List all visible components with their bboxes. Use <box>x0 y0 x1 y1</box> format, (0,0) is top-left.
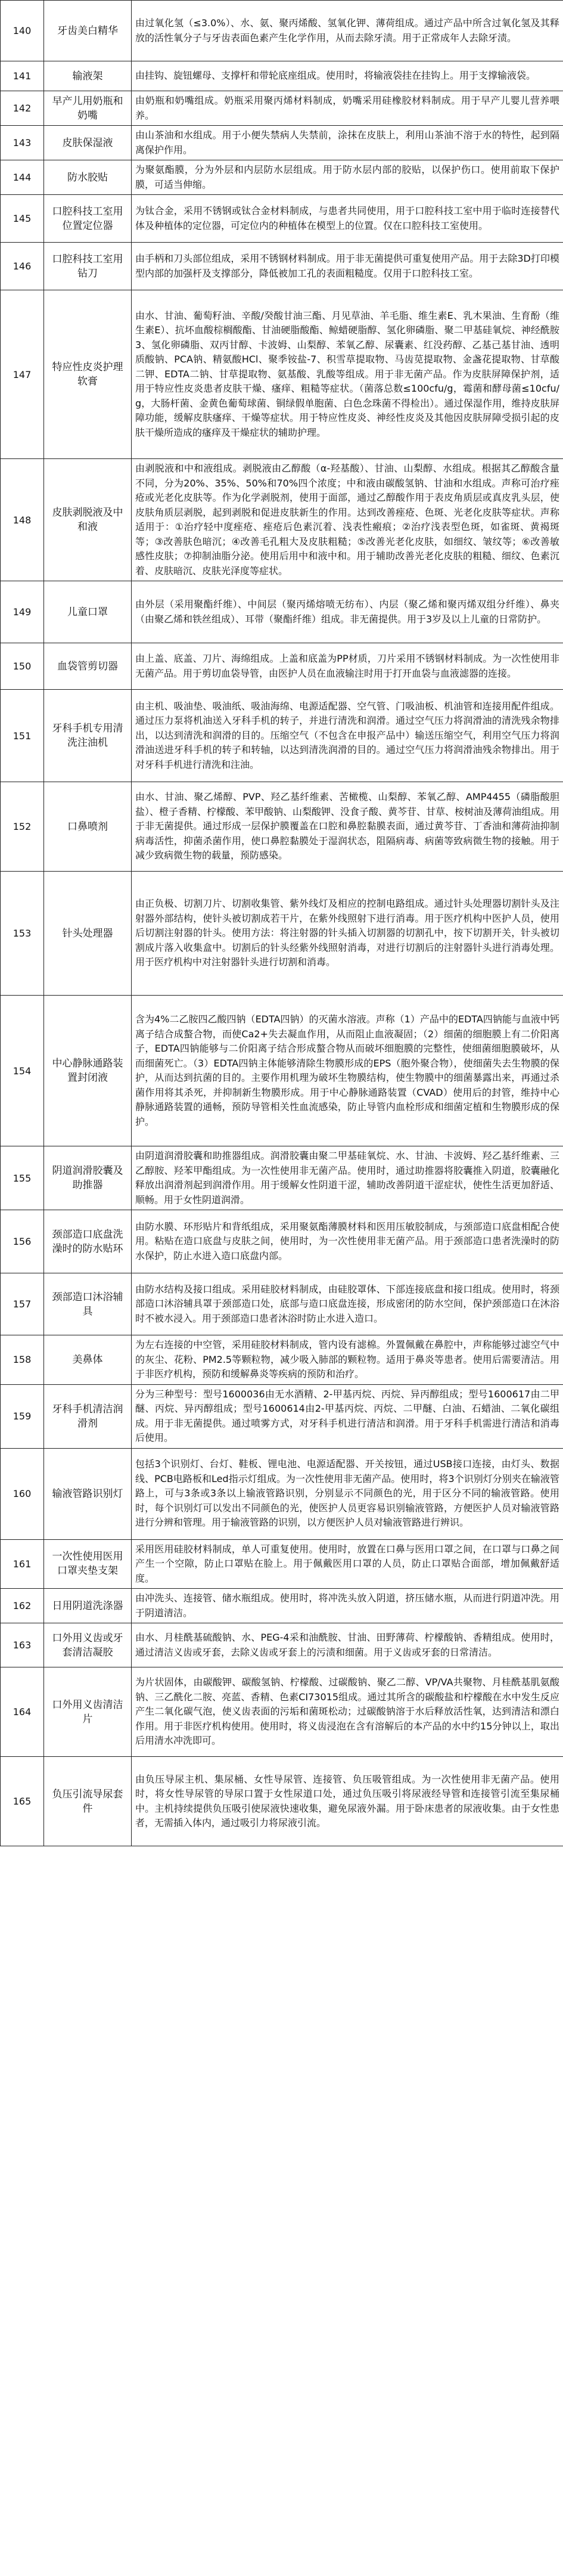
row-number: 161 <box>1 1539 44 1589</box>
table-row <box>1 643 563 690</box>
table-row <box>1 243 563 290</box>
product-description: 由负压导尿主机、集尿桶、女性导尿管、连接管、负压吸管组成。为一次性使用非无菌产品。使用时，将女性导尿管的导尿口置于女性尿道口处，通过负压吸引将尿液经导管和连接管引流至集尿桶中。主机持续提供负压吸引使尿液快速收集，避免尿液外漏。用于卧床患者的尿液收集。由于女性患者，无需插入体内，通过吸引力将尿液引流。 <box>132 1757 563 1846</box>
product-name: 颈部造口底盘洗澡时的防水贴环 <box>44 1210 132 1273</box>
product-description: 由防水膜、环形贴片和背纸组成，采用聚氨酯薄膜材料和医用压敏胶制成，与颈部造口底盘相配合使用。粘贴在造口底盘与皮肤之间，使用时，为一次性使用非无菌产品。用于颈部造口患者洗澡时的防水保护，防止水进入造口底盘内部。 <box>132 1210 563 1273</box>
table-row <box>1 1335 563 1385</box>
row-number: 141 <box>1 61 44 91</box>
row-number: 153 <box>1 872 44 996</box>
product-description: 分为三种型号：型号1600036由无水酒精、2-甲基丙烷、丙烷、异丙醇组成；型号1600617由二甲醚、丙烷、异丙醇组成；型号1600614由2-甲基丙烷、丙烷、二甲醚、白油、石蜡油、二氧化碳组成。用于非无菌提供。通过喷雾方式，对牙科手机进行清洁和润滑。用于牙科手机需进行清洁和消毒后使用。 <box>132 1384 563 1448</box>
row-number: 146 <box>1 243 44 290</box>
row-number: 158 <box>1 1335 44 1385</box>
product-name: 口腔科技工室用位置定位器 <box>44 195 132 243</box>
table-row <box>1 1 563 61</box>
product-description: 由防水结构及接口组成。采用硅胶材料制成，由硅胶罩体、下部连接底盘和接口组成。使用时，将颈部造口沐浴辅具罩于颈部造口处，底部与造口底盘连接，形成密闭的防水空间，保护颈部造口在沐浴时不被水浸入。用于颈部造口患者沐浴时防止水进入造口。 <box>132 1273 563 1335</box>
table-row <box>1 782 563 872</box>
product-name: 美鼻体 <box>44 1335 132 1385</box>
row-number: 151 <box>1 690 44 782</box>
product-description: 含为4%二乙胺四乙酸四钠（EDTA四钠）的灭菌水溶液。声称（1）产品中的EDTA四钠能与血液中钙离子结合成螯合物，而使Ca2+失去凝血作用，从而阻止血液凝固；（2）细菌的细胞膜上有二价阳离子，EDTA四钠能够与二价阳离子结合形成螯合物从而破坏细胞膜的完整性，使细菌细胞膜破坏，从而细菌死亡。（3）EDTA四钠主体能够清除生物膜形成的EPS（胞外聚合物），使细菌失去生物膜的保护，从而达到抗菌的目的。主要作用机理为破坏生物膜结构，使生物膜中的细菌暴露出来，再通过杀菌作用将其杀死，并抑制新生物膜形成。用于中心静脉通路装置（CVAD）使用后的封管，维持中心静脉通路装置的通畅，预防导管相关性血流感染，防止导管内血栓形成和细菌定植和生物膜形成的保护。 <box>132 996 563 1146</box>
row-number: 160 <box>1 1448 44 1539</box>
table-row <box>1 690 563 782</box>
product-description: 由水、甘油、聚乙烯醇、PVP、羟乙基纤维素、苦橄榄、山梨醇、苯氧乙醇、AMP4455（磷脂酸胆盐）、橙子香精、柠檬酸、苯甲酸钠、山梨酸钾、没食子酸、黄芩苷、甘草、桉树油及薄荷油组成。用于非无菌提供。通过形成一层保护膜覆盖在口腔和鼻腔黏膜表面，通过黄芩苷、丁香油和薄荷油抑制病毒活性，抑菌杀菌作用，使口鼻腔黏膜处于湿润状态，阻隔病毒、病菌等致病微生物的接触。用于减少致病微生物的载量，预防感染。 <box>132 782 563 872</box>
row-number: 164 <box>1 1667 44 1757</box>
product-name: 一次性使用医用口罩夹垫支架 <box>44 1539 132 1589</box>
table-row <box>1 1448 563 1539</box>
product-name: 口外用义齿清洁片 <box>44 1667 132 1757</box>
product-name: 中心静脉通路装置封闭液 <box>44 996 132 1146</box>
row-number: 162 <box>1 1589 44 1623</box>
product-description: 由冲洗头、连接管、储水瓶组成。使用时，将冲洗头放入阴道，挤压储水瓶，从而进行阴道冲洗。用于阴道清洁。 <box>132 1589 563 1623</box>
row-number: 152 <box>1 782 44 872</box>
row-number: 147 <box>1 290 44 459</box>
product-name: 阴道润滑胶囊及助推器 <box>44 1146 132 1210</box>
row-number: 163 <box>1 1623 44 1667</box>
row-number: 145 <box>1 195 44 243</box>
product-name: 口外用义齿或牙套清洁凝胶 <box>44 1623 132 1667</box>
product-description: 由上盖、底盖、刀片、海绵组成。上盖和底盖为PP材质，刀片采用不锈钢材料制成。为一次性使用非无菌产品。用于剪切血袋导管，由医护人员在血液输注时用于打开血袋与血液滤器的连接。 <box>132 643 563 690</box>
row-number: 140 <box>1 1 44 61</box>
product-name: 早产儿用奶瓶和奶嘴 <box>44 91 132 126</box>
product-name: 颈部造口沐浴辅具 <box>44 1273 132 1335</box>
table-row <box>1 126 563 160</box>
table-row <box>1 1146 563 1210</box>
row-number: 155 <box>1 1146 44 1210</box>
product-description: 由主机、吸油垫、吸油纸、吸油海绵、电源适配器、空气管、门吸油板、机油管和连接用配件组成。通过压力泵将机油送入牙科手机的转子，并进行清洗和润滑。通过空气压力将润滑油的清洗残余物排出，以达到清洗和润滑的目的。压缩空气（不包含在申报产品中）输送压缩空气，利用空气压力将润滑油送进牙科手机的转子和转轴，以达到清洗润滑的目的。通过空气压力将润滑油残余物排出。用于对牙科手机进行清洗和注油。 <box>132 690 563 782</box>
table-row <box>1 1384 563 1448</box>
table-row <box>1 996 563 1146</box>
table-row <box>1 872 563 996</box>
row-number: 157 <box>1 1273 44 1335</box>
table-row <box>1 290 563 459</box>
table-row <box>1 1667 563 1757</box>
product-name: 日用阴道洗涤器 <box>44 1589 132 1623</box>
product-name: 牙科手机专用清洗注油机 <box>44 690 132 782</box>
product-description: 由山茶油和水组成。用于小便失禁病人失禁前，涂抹在皮肤上，利用山茶油不溶于水的特性，起到隔离保护作用。 <box>132 126 563 160</box>
product-description: 由奶瓶和奶嘴组成。奶瓶采用聚丙烯材料制成，奶嘴采用硅橡胶材料制成。用于早产儿婴儿营养喂养。 <box>132 91 563 126</box>
row-number: 148 <box>1 459 44 581</box>
product-name: 输液管路识别灯 <box>44 1448 132 1539</box>
product-name: 皮肤保湿液 <box>44 126 132 160</box>
row-number: 142 <box>1 91 44 126</box>
table-row <box>1 1757 563 1846</box>
product-name: 防水胶贴 <box>44 160 132 195</box>
product-description: 由剥脱液和中和液组成。剥脱液由乙醇酸（α-羟基酸）、甘油、山梨醇、水组成。根据其乙醇酸含量不同，分为20%、35%、50%和70%四个浓度；中和液由碳酸氢钠、甘油和水组成。声称可治疗痤疮或光老化皮肤等。作为化学剥脱剂，使用于面部，通过乙醇酸作用于表皮角质层或真皮乳头层，使皮肤角质层剥脱，起到剥脱和促进皮肤新生的作用。达到改善痤疮、色斑、光老化皮肤等症状。声称适用于：①治疗轻中度痤疮、痤疮后色素沉着、浅表性瘢痕；②治疗浅表型色斑，如雀斑、黄褐斑等；③改善肤色暗沉；④改善毛孔粗大及皮肤粗糙；⑤改善光老化皮肤，如细纹、皱纹等；⑥改善敏感性皮肤；⑦抑制油脂分泌。使用后用中和液中和。用于辅助改善光老化皮肤的粗糙、细纹、色素沉着、皮肤暗沉、皮肤光泽度等症状。 <box>132 459 563 581</box>
product-name: 特应性皮炎护理软膏 <box>44 290 132 459</box>
product-name: 儿童口罩 <box>44 581 132 643</box>
product-description: 为钛合金，采用不锈钢或钛合金材料制成，与患者共同使用，用于口腔科技工室中用于临时连接替代体及种植体的定位器，可定位内的种植体在模型上的位置。仅在口腔科技工室使用。 <box>132 195 563 243</box>
product-description: 为左右连接的中空管，采用硅胶材料制成，管内设有滤棉。外置佩戴在鼻腔中，声称能够过滤空气中的灰尘、花粉、PM2.5等颗粒物，减少吸入肺部的颗粒物。适用于鼻炎等患者。使用后需要清洁。用于非医疗机构，预防和缓解鼻炎等疾病的预防和治疗。 <box>132 1335 563 1385</box>
product-description: 由挂钩、旋钮螺母、支撑杆和带轮底座组成。使用时，将输液袋挂在挂钩上。用于支撑输液袋。 <box>132 61 563 91</box>
row-number: 149 <box>1 581 44 643</box>
table-row <box>1 61 563 91</box>
row-number: 144 <box>1 160 44 195</box>
product-table-body <box>1 1 563 1846</box>
product-name: 牙科手机清洁润滑剂 <box>44 1384 132 1448</box>
product-description: 由阴道润滑胶囊和助推器组成。润滑胶囊由聚二甲基硅氧烷、水、甘油、卡波姆、羟乙基纤维素、三乙醇胺、羟苯甲酯组成。为一次性使用非无菌产品。使用时，通过助推器将胶囊推入阴道，胶囊融化释放出润滑剂起到润滑作用。用于缓解女性阴道干涩，辅助改善阴道干涩症状，使性生活更加舒适、顺畅。用于女性阴道润滑。 <box>132 1146 563 1210</box>
product-description: 由手柄和刀头部位组成，采用不锈钢材料制成。用于非无菌提供可重复使用产品。用于去除3D打印模型内部的加强杆及支撑部分，降低被加工孔的表面粗糙度。仅用于口腔科技工室。 <box>132 243 563 290</box>
product-description: 包括3个识别灯、台灯、鞋板、锂电池、电源适配器、开关按钮，通过USB接口连接，由灯头、数据线、PCB电路板和Led指示灯组成。为一次性使用非无菌产品。使用时，将3个识别灯分别夹在输液管路上，可与3条或3条以上输液管路识别，分别显示不同颜色的光，用于区分不同的输液管路。使用时，每个识别灯可以发出不同颜色的光，使医护人员更容易识别输液管路，方便医护人员对输液管路进行分辨和管理。用于输液管路的识别，以方便医护人员对输液管路进行辨识。 <box>132 1448 563 1539</box>
product-name: 负压引流导尿套件 <box>44 1757 132 1846</box>
row-number: 143 <box>1 126 44 160</box>
product-description: 由水、甘油、葡萄籽油、辛酸/癸酸甘油三酯、月见草油、羊毛脂、维生素E、乳木果油、生育酚（维生素E）、抗坏血酸棕榈酸酯、甘油硬脂酸酯、鲸蜡硬脂醇、氢化卵磷脂、聚二甲基硅氧烷、神经酰胺3、氢化卵磷脂、双丙甘醇、卡波姆、山梨醇、苯氧乙醇、尿囊素、红没药醇、乙基己基甘油、透明质酸钠、PCA钠、精氨酸HCl、聚季铵盐-7、积雪草提取物、马齿苋提取物、金盏花提取物、甘草酸二钾、EDTA二钠、甘草提取物、氨基酸、乳酸等组成。用于非无菌产品。作为皮肤屏障保护剂，适用于特应性皮炎患者皮肤干燥、瘙痒、粗糙等症状。（菌落总数≤100cfu/g，霉菌和酵母菌≤10cfu/g，大肠杆菌、金黄色葡萄球菌、铜绿假单胞菌、白色念珠菌不得检出）。通过保湿作用，维持皮肤屏障功能，缓解皮肤瘙痒、干燥等症状。用于特应性皮炎、神经性皮炎及其他因皮肤屏障受损引起的皮肤干燥所造成的瘙痒及干燥症状的辅助护理。 <box>132 290 563 459</box>
product-name: 口鼻喷剂 <box>44 782 132 872</box>
product-name: 血袋管剪切器 <box>44 643 132 690</box>
product-name: 输液架 <box>44 61 132 91</box>
product-description: 由过氧化氢（≤3.0%）、水、氨、聚丙烯酸、氢氧化钾、薄荷组成。通过产品中所含过氧化氢及其释放的活性氧分子与牙齿表面色素产生化学作用，从而去除牙渍。用于正常成年人去除牙渍。 <box>132 1 563 61</box>
product-name: 牙齿美白精华 <box>44 1 132 61</box>
row-number: 150 <box>1 643 44 690</box>
product-name: 皮肤剥脱液及中和液 <box>44 459 132 581</box>
product-description: 由外层（采用聚酯纤维）、中间层（聚丙烯熔喷无纺布）、内层（聚乙烯和聚丙烯双组分纤维）、鼻夹（由聚乙烯和铁丝组成）、耳带（聚酯纤维）组成。非无菌提供。用于3岁及以上儿童的日常防护。 <box>132 581 563 643</box>
table-row <box>1 1539 563 1589</box>
product-description: 由正负极、切割刀片、切割收集管、紫外线灯及相应的控制电路组成。通过针头处理器切割针头及注射器外部结构，使针头被切割成若干片，在紫外线照射下进行消毒。用于医疗机构中医护人员，使用后切割注射器的针头。使用方法：将注射器的针头插入切割器的切割孔中，按下切割开关，针头被切割成片落入收集盒中。切割后的针头经紫外线照射消毒，对进行切割后的注射器针头进行消毒处理。用于医疗机构中对注射器针头进行切割和消毒。 <box>132 872 563 996</box>
row-number: 156 <box>1 1210 44 1273</box>
product-description: 由水、月桂酰基硫酸钠、水、PEG-4采和油酰胺、甘油、田野薄荷、柠檬酸钠、香精组成。使用时，通过清洁义齿或牙套，去除义齿或牙套上的污渍和细菌。用于义齿或牙套的日常清洁。 <box>132 1623 563 1667</box>
row-number: 154 <box>1 996 44 1146</box>
table-row <box>1 581 563 643</box>
table-row <box>1 1210 563 1273</box>
product-description: 为片状固体，由碳酸钾、碳酸氢钠、柠檬酸、过碳酸钠、聚乙二醇、VP/VA共聚物、月桂酰基肌氨酸钠、三乙酰化二胺、亮蓝、香精、色素CI73015组成。通过其所含的碳酸盐和柠檬酸在水中发生反应产生二氧化碳气泡，使义齿表面的污垢和菌斑松动；过碳酸钠溶于水后释放活性氧，达到清洁和漂白作用。用于非医疗机构使用。使用时，将义齿浸泡在含有溶解后的本产品的水中约15分钟以上，取出后用清水冲洗即可。 <box>132 1667 563 1757</box>
row-number: 159 <box>1 1384 44 1448</box>
table-row <box>1 1273 563 1335</box>
row-number: 165 <box>1 1757 44 1846</box>
product-name: 口腔科技工室用钻刀 <box>44 243 132 290</box>
table-row <box>1 195 563 243</box>
product-description: 为聚氨酯膜，分为外层和内层防水层组成。用于防水层内部的胶贴，以保护伤口。使用前取下保护膜，可适当伸缩。 <box>132 160 563 195</box>
table-row <box>1 1623 563 1667</box>
product-name: 针头处理器 <box>44 872 132 996</box>
table-row <box>1 459 563 581</box>
product-description: 采用医用硅胶材料制成，单人可重复使用。使用时，放置在口鼻与医用口罩之间，在口罩与口鼻之间产生一个空隙，防止口罩贴在脸上。用于佩戴医用口罩的人员，防止口罩贴合面部，增加佩戴舒适度。 <box>132 1539 563 1589</box>
table-row <box>1 1589 563 1623</box>
table-row <box>1 160 563 195</box>
table-row <box>1 91 563 126</box>
